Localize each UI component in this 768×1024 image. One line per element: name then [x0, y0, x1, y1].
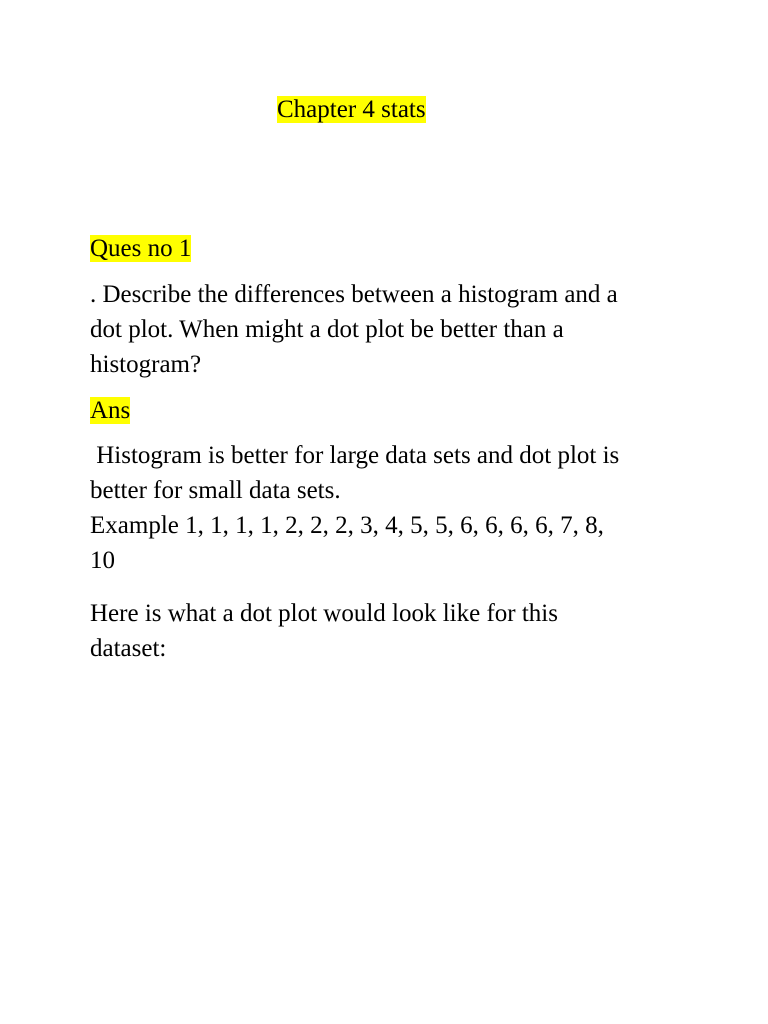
title-highlight: Chapter 4 stats: [277, 96, 426, 123]
answer-line: 10: [90, 547, 115, 574]
dot-plot-intro-line: dataset:: [90, 635, 167, 662]
question-label: [90, 231, 690, 266]
answer-text: [90, 438, 690, 578]
answer-line: better for small data sets.: [90, 477, 341, 504]
dot-plot-intro-line: Here is what a dot plot would look like for this: [90, 600, 558, 627]
question-label-text: Ques no 1: [90, 235, 192, 262]
answer-line: Histogram is better for large data sets and dot plot is: [90, 442, 620, 469]
answer-line: Example 1, 1, 1, 1, 2, 2, 2, 3, 4, 5, 5, 6, 6, 6, 6, 7, 8,: [90, 512, 604, 539]
question-text: [90, 277, 690, 382]
answer-label: [90, 393, 690, 428]
question-line: histogram?: [90, 351, 202, 378]
question-line: dot plot. When might a dot plot be better than a: [90, 316, 564, 343]
dot-plot-intro: [90, 596, 690, 666]
question-line: . Describe the differences between a histogram and a: [90, 281, 618, 308]
answer-label-text: Ans: [90, 397, 131, 424]
page-title: [277, 93, 426, 127]
